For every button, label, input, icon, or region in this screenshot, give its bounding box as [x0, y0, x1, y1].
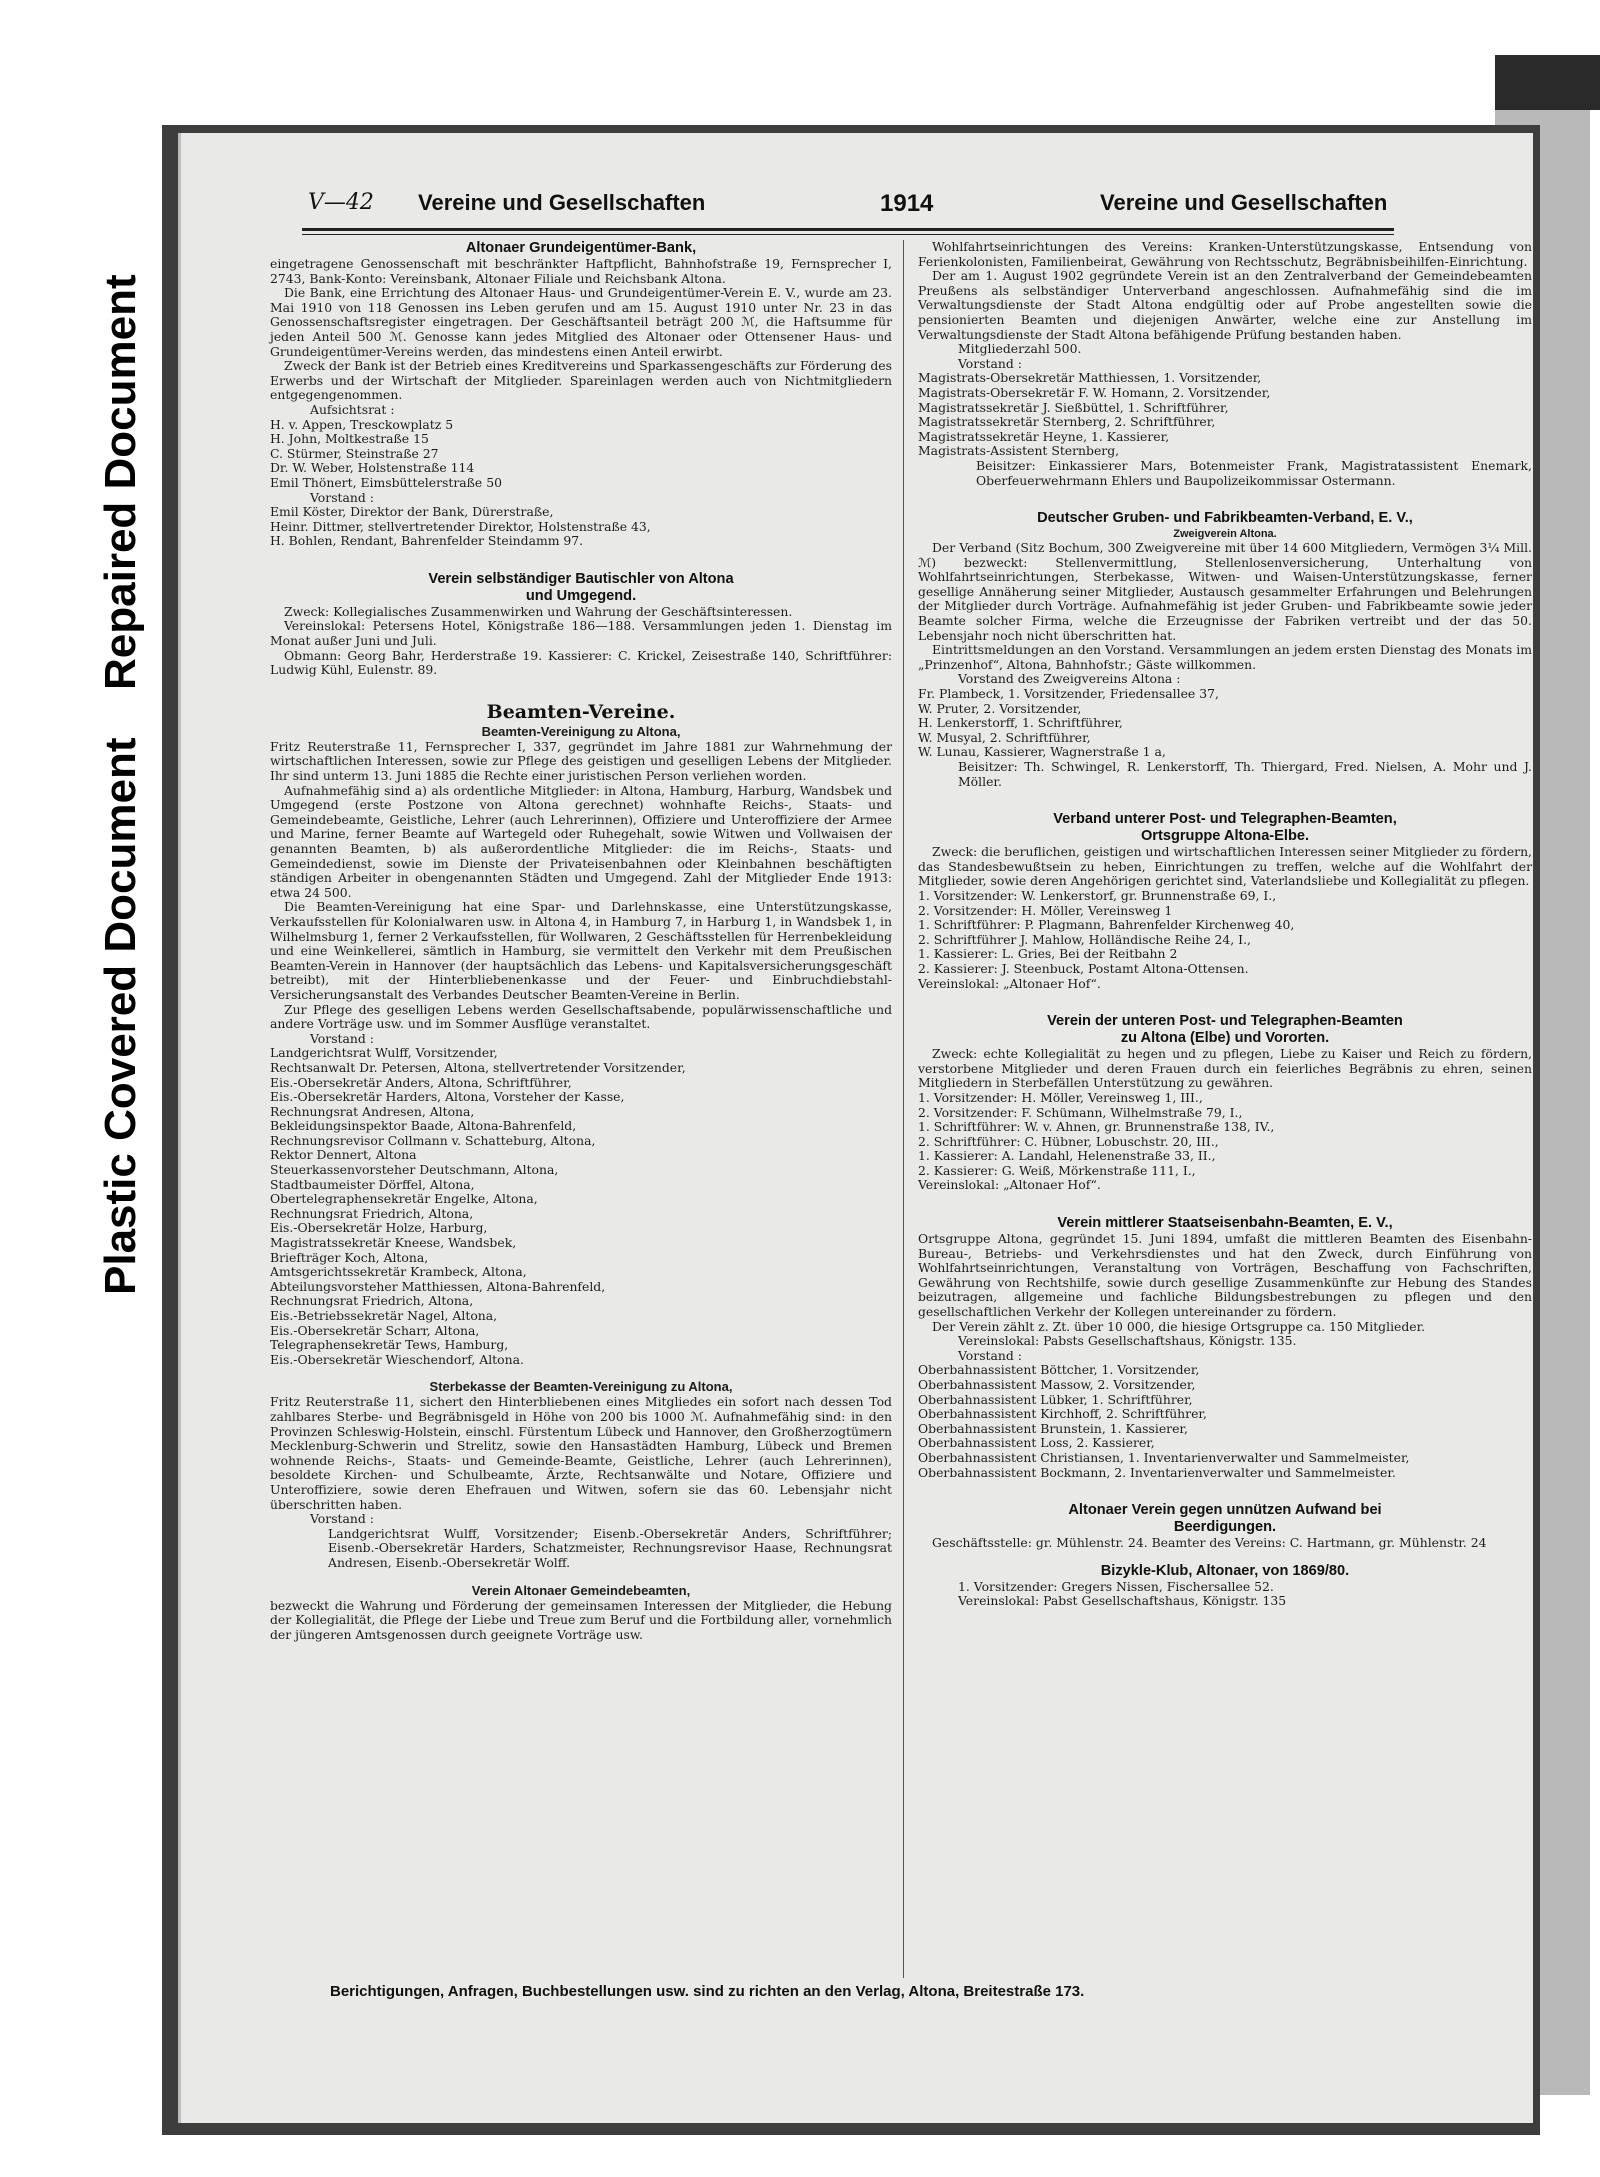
list-item: 2. Schriftführer J. Mahlow, Holländische Reihe 24, I.,: [918, 931, 1251, 947]
entry-title: Verein selbständiger Bautischler von Altona: [428, 570, 734, 587]
list-item: H. Lenkerstorff, 1. Schriftführer,: [918, 715, 1123, 731]
list-item: 2. Kassierer: J. Steenbuck, Postamt Altona-Ottensen.: [918, 960, 1249, 976]
list-item: 2. Vorsitzender: F. Schümann, Wilhelmstraße 79, I.,: [918, 1104, 1243, 1120]
list-item: Oberbahnassistent Loss, 2. Kassierer,: [918, 1435, 1155, 1451]
vorstand-text: Landgerichtsrat Wulff, Vorsitzender; Eisenb.-Obersekretär Anders, Schriftführer; Eisenb.-Obersekretär Harders, Schatzmeister, Rechnungsrevisor Haase, Rechnungsrat Andresen, Eisenb.-Obersekretär Wolff.: [328, 1525, 892, 1570]
list-item: Oberbahnassistent Massow, 2. Vorsitzender,: [918, 1377, 1196, 1392]
entry-paragraph: eingetragene Genossenschaft mit beschränkter Haftpflicht, Bahnhofstraße 19, Fernsprecher I, 2743, Bank-Konto: Vereinsbank, Altonaer Filiale und Reichsbank Altona.: [270, 256, 892, 286]
header-rule-thick: [302, 228, 1394, 231]
list-item: Amtsgerichtssekretär Krambeck, Altona,: [270, 1264, 527, 1280]
list-item: Landgerichtsrat Wulff, Vorsitzender,: [270, 1045, 498, 1061]
list-item: Magistrats-Assistent Sternberg,: [918, 443, 1120, 459]
column-separator: [903, 240, 904, 1978]
list-item: W. Pruter, 2. Vorsitzender,: [918, 700, 1082, 716]
entry-grundeigentuemer-bank: [270, 240, 892, 549]
list-item: 1. Schriftführer: W. v. Ahnen, gr. Brunnenstraße 138, IV.,: [918, 1119, 1275, 1135]
entry-title: Altonaer Verein gegen unnützen Aufwand bei: [1068, 1502, 1382, 1519]
entry-beamten-vereinigung: [270, 700, 892, 1368]
entry-paragraph: Obmann: Georg Bahr, Herderstraße 19. Kassierer: C. Krickel, Zeisestraße 140, Schriftführer: Ludwig Kühl, Eulenstr. 89.: [270, 647, 892, 678]
header-year: 1914: [880, 190, 934, 217]
entry-paragraph: Fritz Reuterstraße 11, sichert den Hinterbliebenen eines Mitgliedes ein sofort nach dessen Tod zahlbares Sterbe- und Begräbnisgeld in Höhe von 200 bis 1000 ℳ. Aufnahmefähig sind: in den Provinzen Schleswig-Holstein, einschl. Fürstentum Lübeck und Hannover, den Großherzogtümern Mecklenburg-Schwerin und Strelitz, sowie den Hansastädten Hamburg, Lübeck und Bremen wohnende Reichs-, Staats- und Gemeinde-Beamte, Geistliche, Lehrer (auch Lehrerinnen), besoldete Kirchen- und Schulbeamte, Ärzte, Rechtsanwälte und Notare, Offiziere und Unteroffiziere, sowie deren Ehefrauen und Witwen, sofern sie das 60. Lebensjahr nicht überschritten haben.: [270, 1394, 892, 1512]
entry-paragraph: Fritz Reuterstraße 11, Fernsprecher I, 337, gegründet im Jahre 1881 zur Wahrnehmung der wirtschaftlichen Interessen, sowie zur Pflege des geistigen und geselligen Lebens der Mitglieder. Ihr sind unterm 13. Juni 1885 die Rechte einer juristischen Person verliehen worden.: [270, 738, 892, 784]
list-item: 1. Vorsitzender: Gregers Nissen, Fischersallee 52.: [958, 1578, 1274, 1594]
entry-paragraph: Zweck: echte Kollegialität zu hegen und zu pflegen, Liebe zu Kaiser und Reich zu fördern, verstorbene Mitglieder und deren Frauen durch ein feierliches Begräbnis zu ehren, seinen Mitgliedern in Sterbefällen Unterstützung zu gewähren.: [918, 1046, 1532, 1091]
vorstand-list: [918, 687, 1532, 760]
list-item: Eis.-Obersekretär Scharr, Altona,: [270, 1322, 480, 1338]
list-item: Magistrats-Obersekretär F. W. Homann, 2. Vorsitzender,: [918, 384, 1271, 400]
entry-paragraph: Die Beamten-Vereinigung hat eine Spar- und Darlehnskasse, eine Unterstützungskasse, Verkaufsstellen für Kolonialwaren usw. in Altona 4, in Hamburg 7, in Harburg 1, in Wandsbek 1, in Wilhelmsburg 1, ferner 2 Verkaufsstellen, für Wollwaren, 2 Geschäftsstellen für Herrenbekleidung und eine Weinkellerei, sämtlich in Hamburg, sie vermittelt den Verkehr mit dem Preußischen Beamten-Verein in Hannover (der hauptsächlich das Lebens- und Kapitalsversicherungsgeschäft betreibt), mit der Hinterbliebenenkasse und der Feuer- und Einbruchdiebstahl-Versicherungsanstalt des Verbandes Deutscher Beamten-Vereine in Berlin.: [270, 899, 892, 1002]
list-item: Vereinslokal: „Altonaer Hof“.: [918, 975, 1101, 991]
entry-gemeindebeamten-continued: [918, 240, 1532, 488]
entry-title: Bizykle-Klub, Altonaer, von 1869/80.: [1100, 1562, 1350, 1579]
list-item: Oberbahnassistent Lübker, 1. Schriftführer,: [918, 1391, 1193, 1407]
entry-paragraph: Geschäftsstelle: gr. Mühlenstr. 24. Beamter des Vereins: C. Hartmann, gr. Mühlenstr. 24: [932, 1535, 1487, 1551]
entry-aufwand-beerdigungen: [918, 1502, 1532, 1551]
entry-paragraph: Aufnahmefähig sind a) als ordentliche Mitglieder: in Altona, Hamburg, Harburg, Wandsbek und Umgegend (erste Postzone von Altona gerechnet) wohnhafte Reichs-, Staats- und Gemeindebeamte, Geistliche, Lehrer (auch Lehrerinnen), Offiziere und Unteroffiziere der Armee und Marine, ferner Beamte auf Wartegeld oder Ruhegehalt, sowie Witwen und Vollwaisen der genannten Beamten, b) als außerordentliche Mitglieder: die im Reichs-, Staats- und Gemeindedienst, sowie im Dienste der Privateisenbahnen oder Kleinbahnen beschäftigten ständigen Arbeiter in obengenannten Städten und Umgegend. Zahl der Mitglieder Ende 1913: etwa 24 500.: [270, 782, 892, 900]
vorstand-list: [270, 1046, 892, 1367]
repaired-document-label: Repaired Document: [96, 274, 145, 690]
entry-title: Verband unterer Post- und Telegraphen-Beamten,: [1053, 811, 1397, 828]
label-vorstand: Vorstand des Zweigvereins Altona :: [958, 671, 1181, 687]
entry-title: Verein mittlerer Staatseisenbahn-Beamten, E. V.,: [1057, 1215, 1393, 1232]
entry-title-line2: und Umgegend.: [525, 587, 637, 604]
entry-paragraph: Zweck der Bank ist der Betrieb eines Kreditvereins und Sparkassengeschäfts zur Förderung des Erwerbs und der Wirtschaft der Mitglieder. Spareinlagen werden auch von Nichtmitgliedern entgegengenommen.: [270, 358, 892, 403]
entry-title: Sterbekasse der Beamten-Vereinigung zu Altona,: [429, 1379, 733, 1395]
label-vorstand: Vorstand :: [310, 489, 374, 505]
list-item: Heinr. Dittmer, stellvertretender Direktor, Holstenstraße 43,: [270, 518, 651, 534]
list-item: H. John, Moltkestraße 15: [270, 431, 429, 447]
list-item: 1. Vorsitzender: W. Lenkerstorf, gr. Brunnenstraße 69, I.,: [918, 887, 1277, 903]
list-item: 1. Schriftführer: P. Plagmann, Bahrenfelder Kirchenweg 40,: [918, 917, 1295, 933]
list-item: Oberbahnassistent Böttcher, 1. Vorsitzender,: [918, 1362, 1200, 1378]
beisitzer-text: Beisitzer: Einkassierer Mars, Botenmeister Frank, Magistratassistent Enemark, Oberfeuerwehrmann Ehlers und Baupolizeikommissar Ostermann.: [976, 457, 1532, 488]
entry-staatseisenbahn-beamten: [918, 1215, 1532, 1480]
label-vorstand: Vorstand :: [958, 355, 1022, 371]
list-item: Oberbahnassistent Bockmann, 2. Inventarienverwalter und Sammelmeister.: [918, 1464, 1396, 1480]
list-item: 2. Kassierer: G. Weiß, Mörkenstraße 111, I.,: [918, 1162, 1196, 1178]
entry-paragraph: Wohlfahrtseinrichtungen des Vereins: Kranken-Unterstützungskasse, Entsendung von Ferienkolonisten, Familienbeirat, Gewährung von Rechtsschutz, Begräbnisbeihilfen-Einrichtung.: [918, 239, 1532, 269]
entry-paragraph: Die Bank, eine Errichtung des Altonaer Haus- und Grundeigentümer-Verein E. V., wurde am 23. Mai 1910 von 118 Genossen ins Leben gerufen und am 15. August 1910 unter Nr. 23 in das Genossenschaftsregister eingetragen. Der Geschäftsanteil beträgt 200 ℳ, die Haftsumme für jeden Anteil 500 ℳ. Genosse kann jedes Mitglied des Altonaer oder Ottensener Haus- und Grundeigentümer-Vereins werden, das mindestens einen Anteil erwirbt.: [270, 285, 892, 359]
entry-title-line2: Beerdigungen.: [1173, 1519, 1277, 1536]
entry-paragraph: Eintrittsmeldungen an den Vorstand. Versammlungen an jedem ersten Dienstag des Monats im „Prinzenhof“, Altona, Bahnhofstr.; Gäste willkommen.: [918, 642, 1532, 672]
list-item: Rechnungsrat Friedrich, Altona,: [270, 1293, 474, 1309]
list-item: Stadtbaumeister Dörffel, Altona,: [270, 1176, 475, 1192]
list-item: Rektor Dennert, Altona: [270, 1147, 417, 1163]
list-item: Steuerkassenvorsteher Deutschmann, Altona,: [270, 1162, 559, 1178]
vorstand-list: [918, 1363, 1532, 1480]
list-item: 2. Schriftführer: C. Hübner, Lobuschstr. 20, III.,: [918, 1133, 1219, 1149]
entry-paragraph: Zweck: die beruflichen, geistigen und wirtschaftlichen Interessen seiner Mitglieder zu fördern, das Standesbewußtsein zu heben, Einrichtungen zu treffen, welche auf die Wohlfahrt der Mitglieder, sowie deren Angehörigen gerichtet sind, Vaterlandsliebe und Kollegialität zu pflegen.: [918, 844, 1532, 889]
officer-list: [918, 889, 1532, 991]
list-item: H. Bohlen, Rendant, Bahrenfelder Steindamm 97.: [270, 533, 584, 549]
list-item: Magistrats-Obersekretär Matthiessen, 1. Vorsitzender,: [918, 370, 1262, 386]
list-item: Eis.-Betriebssekretär Nagel, Altona,: [270, 1308, 498, 1323]
list-item: 2. Vorsitzender: H. Möller, Vereinsweg 1: [918, 902, 1173, 918]
right-column: [918, 240, 1532, 1609]
entry-paragraph: bezweckt die Wahrung und Förderung der gemeinsamen Interessen der Mitglieder, die Hebung der Kollegialität, die Pflege der Liebe und Treue zum Beruf und die Fortbildung aller, vornehmlich der jüngeren Amtsgenossen durch geeignete Vorträge usw.: [270, 1597, 892, 1642]
entry-bautischler: [270, 571, 892, 678]
list-item: Fr. Plambeck, 1. Vorsitzender, Friedensallee 37,: [918, 686, 1219, 702]
label-vorstand: Vorstand :: [958, 1347, 1022, 1363]
entry-paragraph: Zweck: Kollegialisches Zusammenwirken und Wahrung der Geschäftsinteressen.: [284, 603, 793, 619]
header-right-title: Vereine und Gesellschaften: [1100, 190, 1388, 215]
list-item: Obertelegraphensekretär Engelke, Altona,: [270, 1191, 538, 1207]
entry-unteren-post-beamten: [918, 1013, 1532, 1193]
vorstand-list: [918, 371, 1532, 459]
list-item: W. Musyal, 2. Schriftführer,: [918, 729, 1091, 745]
list-item: Rechtsanwalt Dr. Petersen, Altona, stellvertretender Vorsitzender,: [270, 1059, 686, 1075]
list-item: Eis.-Obersekretär Anders, Altona, Schriftführer,: [270, 1074, 572, 1090]
entry-gruben-fabrikbeamten: [918, 510, 1532, 789]
vorstand-list: [270, 505, 892, 549]
plastic-covered-document-label: Plastic Covered Document: [96, 737, 145, 1295]
sidebar-labels: [70, 165, 158, 1295]
list-item: Magistratssekretär Heyne, 1. Kassierer,: [918, 428, 1170, 444]
entry-post-telegraphen-verband: [918, 811, 1532, 991]
list-item: Vereinslokal: „Altonaer Hof“.: [918, 1177, 1101, 1193]
page-footer: Berichtigungen, Anfragen, Buchbestellungen usw. sind zu richten an den Verlag, Altona, Breitestraße 173.: [330, 1983, 1085, 2000]
page-number: V—42: [308, 190, 374, 215]
header-rule-thin: [302, 234, 1394, 235]
officer-list: [918, 1091, 1532, 1193]
entry-sterbekasse: [270, 1379, 892, 1570]
section-heading: Beamten-Vereine.: [486, 700, 676, 723]
entry-paragraph: Ortsgruppe Altona, gegründet 15. Juni 1894, umfaßt die mittleren Beamten des Eisenbahn-Bureau-, Betriebs- und Verkehrsdienstes und hat den Zweck, durch Einführung von Wohlfahrtseinrichtungen, Veranstaltung von Vorträgen, Beschaffung von Fachschriften, Gewährung von Rechtshilfe, sowie durch gesellige Zusammenkünfte zur Hebung des Standes beizutragen, allgemeine und fachliche Bildungsbestrebungen zu pflegen und den gesellschaftlichen Verkehr der Kollegen untereinander zu fördern.: [918, 1231, 1532, 1320]
list-item: Bekleidungsinspektor Baade, Altona-Bahrenfeld,: [270, 1118, 577, 1134]
list-item: Magistratssekretär J. Sießbüttel, 1. Schriftführer,: [918, 399, 1229, 415]
list-item: Magistratssekretär Sternberg, 2. Schriftführer,: [918, 414, 1216, 430]
list-item: 1. Kassierer: L. Gries, Bei der Reitbahn 2: [918, 946, 1178, 962]
entry-subtitle: Zweigverein Altona.: [1173, 528, 1277, 541]
entry-title-line2: zu Altona (Elbe) und Vororten.: [1120, 1030, 1330, 1047]
left-column: [270, 240, 892, 1642]
list-item: H. v. Appen, Tresckowplatz 5: [270, 416, 454, 432]
list-item: Magistratssekretär Kneese, Wandsbek,: [270, 1235, 517, 1251]
list-item: Emil Köster, Direktor der Bank, Dürerstraße,: [270, 504, 554, 520]
entry-paragraph: Vereinslokal: Petersens Hotel, Königstraße 186—188. Versammlungen jeden 1. Dienstag im Monat außer Juni und Juli.: [270, 618, 892, 649]
entry-title: Verein der unteren Post- und Telegraphen-Beamten: [1047, 1013, 1403, 1030]
list-item: Rechnungsrevisor Collmann v. Schatteburg, Altona,: [270, 1132, 596, 1148]
header-left-title: Vereine und Gesellschaften: [418, 190, 706, 215]
list-item: Rechnungsrat Friedrich, Altona,: [270, 1205, 474, 1221]
label-vorstand: Vorstand :: [310, 1030, 374, 1046]
entry-paragraph: Der Verein zählt z. Zt. über 10 000, die hiesige Ortsgruppe ca. 150 Mitglieder.: [932, 1318, 1426, 1334]
list-item: Eis.-Obersekretär Harders, Altona, Vorsteher der Kasse,: [270, 1089, 625, 1105]
list-item: C. Stürmer, Steinstraße 27: [270, 445, 439, 461]
list-item: Oberbahnassistent Christiansen, 1. Inventarienverwalter und Sammelmeister,: [918, 1449, 1410, 1465]
entry-paragraph: Der am 1. August 1902 gegründete Verein ist an den Zentralverband der Gemeindebeamten Preußens als selbständiger Unterverband angeschlossen. Aufnahmefähig sind die im Verwaltungsdienste der Stadt Altona endgültig oder auf Probe angestellten sowie die pensionierten Beamten und diejenigen Anwärter, welche eine zur Anstellung im Verwaltungsdienste der Stadt Altona befähigende Prüfung bestanden haben.: [918, 268, 1532, 342]
list-item: Vereinslokal: Pabst Gesellschaftshaus, Königstr. 135: [958, 1593, 1287, 1609]
entry-title: Beamten-Vereinigung zu Altona,: [481, 723, 681, 739]
scan-corner-shadow: [1495, 55, 1600, 110]
entry-title: Altonaer Grundeigentümer-Bank,: [465, 240, 697, 256]
entry-paragraph: Der Verband (Sitz Bochum, 300 Zweigvereine mit über 14 600 Mitgliedern, Vermögen 3¼ Mill. ℳ) bezweckt: Stellenvermittlung, Stellenlosenversicherung, Unterhaltung von Wohlfahrtseinrichtungen, Sterbekasse, Witwen- und Waisen-Unterstützungskasse, ferner gesellige Annäherung seiner Mitglieder, Austausch gesammelter Erfahrungen und Belehrungen der Mitglieder durch Vorträge. Aufnahmefähig ist jeder Gruben- und Fabrikbeamte sowie jeder Beamte solcher Firma, welche die Erzeugnisse der Fabriken vertreibt und der das 50. Lebensjahr noch nicht überschritten hat.: [918, 540, 1532, 643]
beisitzer-text: Beisitzer: Th. Schwingel, R. Lenkerstorff, Th. Thiergard, Fred. Nielsen, A. Mohr und J. Möller.: [958, 759, 1532, 789]
entry-bizykle-klub: [918, 1563, 1532, 1609]
list-item: Oberbahnassistent Brunstein, 1. Kassierer,: [918, 1420, 1188, 1436]
list-item: Briefträger Koch, Altona,: [270, 1249, 429, 1265]
running-header: [302, 190, 1394, 224]
list-item: Emil Thönert, Eimsbüttelerstraße 50: [270, 474, 502, 490]
entry-title: Deutscher Gruben- und Fabrikbeamten-Verband, E. V.,: [1037, 510, 1413, 527]
list-item: W. Lunau, Kassierer, Wagnerstraße 1 a,: [918, 744, 1166, 760]
entry-paragraph: Zur Pflege des geselligen Lebens werden Gesellschaftsabende, populärwissenschaftliche und andere Vorträge usw. und im Sommer Ausflüge veranstaltet.: [270, 1001, 892, 1032]
list-item: 1. Vorsitzender: H. Möller, Vereinsweg 1, III.,: [918, 1089, 1203, 1105]
vereinslokal: Vereinslokal: Pabsts Gesellschaftshaus, Königstr. 135.: [958, 1333, 1297, 1349]
entry-gemeindebeamten: [270, 1583, 892, 1643]
label-vorstand: Vorstand :: [310, 1511, 374, 1527]
entry-title: Verein Altonaer Gemeindebeamten,: [471, 1582, 691, 1598]
list-item: 1. Kassierer: A. Landahl, Helenenstraße 33, II.,: [918, 1148, 1216, 1164]
list-item: Eis.-Obersekretär Wieschendorf, Altona.: [270, 1351, 524, 1367]
list-item: Telegraphensekretär Tews, Hamburg,: [270, 1337, 509, 1353]
list-item: Dr. W. Weber, Holstenstraße 114: [270, 460, 475, 476]
list-item: Eis.-Obersekretär Holze, Harburg,: [270, 1220, 488, 1236]
member-count: Mitgliederzahl 500.: [958, 341, 1082, 357]
list-item: Rechnungsrat Andresen, Altona,: [270, 1103, 475, 1119]
list-item: Abteilungsvorsteher Matthiessen, Altona-Bahrenfeld,: [270, 1278, 606, 1294]
aufsichtsrat-list: [270, 418, 892, 491]
label-aufsichtsrat: Aufsichtsrat :: [310, 401, 395, 417]
entry-title-line2: Ortsgruppe Altona-Elbe.: [1140, 828, 1310, 845]
list-item: Oberbahnassistent Kirchhoff, 2. Schriftführer,: [918, 1406, 1207, 1422]
